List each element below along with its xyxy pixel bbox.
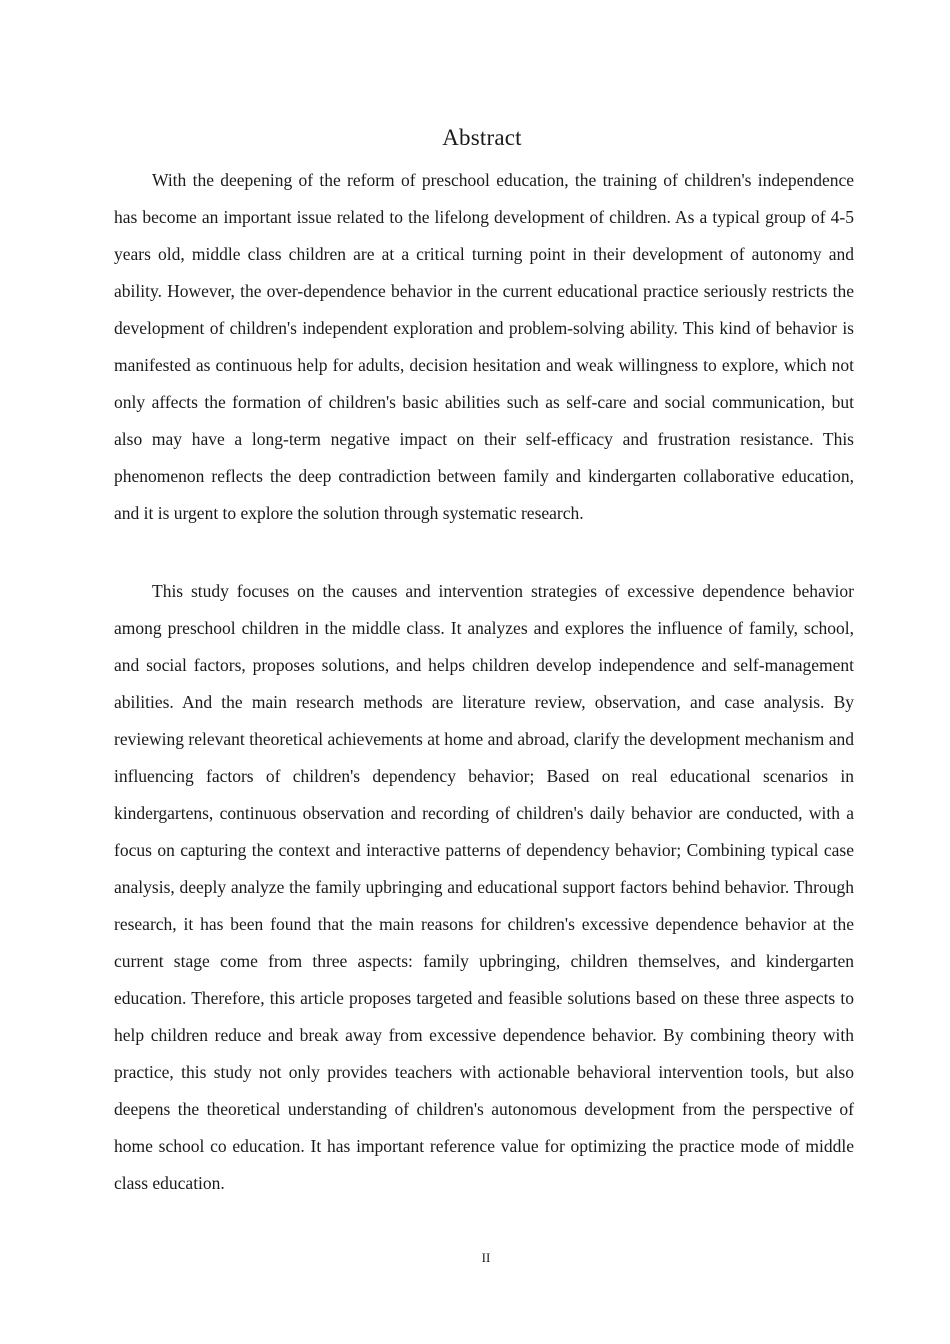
abstract-paragraph-2: This study focuses on the causes and intervention strategies of excessive dependence behavior among preschool children in the middle class. It analyzes and explores the influence of family, school, and social factors, proposes solutions, and helps children develop independence and self-management abilities. And the main research methods are literature review, observation, and case analysis. By reviewing relevant theoretical achievements at home and abroad, clarify the development mechanism and influencing factors of children's dependency behavior; Based on real educational scenarios in kindergartens, continuous observation and recording of children's daily behavior are conducted, with a focus on capturing the context and interactive patterns of dependency behavior; Combining typical case analysis, deeply analyze the family upbringing and educational support factors behind behavior. Through research, it has been found that the main reasons for children's excessive dependence behavior at the current stage come from three aspects: family upbringing, children themselves, and kindergarten education. Therefore, this article proposes targeted and feasible solutions based on these three aspects to help children reduce and break away from excessive dependence behavior. By combining theory with practice, this study not only provides teachers with actionable behavioral intervention tools, but also deepens the theoretical understanding of children's autonomous development from the perspective of home school co education. It has important reference value for optimizing the practice mode of middle class education. — [114, 581, 854, 1193]
abstract-title: Abstract — [442, 125, 522, 150]
abstract-paragraph-1: With the deepening of the reform of preschool education, the training of children's independence has become an important issue related to the lifelong development of children. As a typical group of 4-5 years old, middle class children are at a critical turning point in their development of autonomy and ability. However, the over-dependence behavior in the current educational practice seriously restricts the development of children's independent exploration and problem-solving ability. This kind of behavior is manifested as continuous help for adults, decision hesitation and weak willingness to explore, which not only affects the formation of children's basic abilities such as self-care and social communication, but also may have a long-term negative impact on their self-efficacy and frustration resistance. This phenomenon reflects the deep contradiction between family and kindergarten collaborative education, and it is urgent to explore the solution through systematic research. — [114, 170, 854, 523]
page-number: II — [481, 1250, 491, 1265]
